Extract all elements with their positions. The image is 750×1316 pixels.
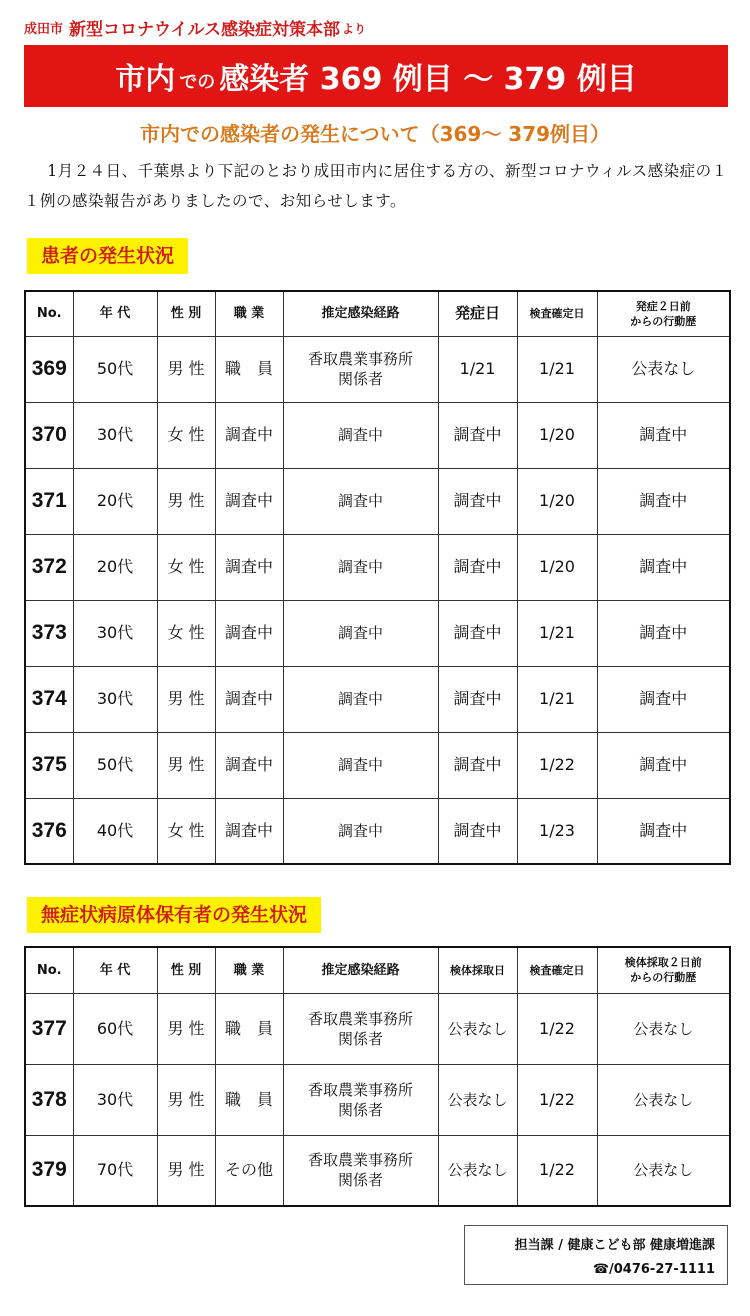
confirmed-cell: 1/21 bbox=[517, 336, 597, 402]
case-number: 374 bbox=[25, 666, 73, 732]
header-history-line1: 発症２日前 bbox=[635, 299, 691, 313]
sex-cell: 女 性 bbox=[157, 600, 215, 666]
confirmed-cell: 1/20 bbox=[517, 534, 597, 600]
confirmed-cell: 1/21 bbox=[517, 666, 597, 732]
header-job: 職 業 bbox=[215, 947, 283, 993]
age-cell: 30代 bbox=[73, 402, 157, 468]
age-cell: 70代 bbox=[73, 1135, 157, 1206]
history-cell: 調査中 bbox=[597, 600, 730, 666]
case-number: 377 bbox=[25, 993, 73, 1064]
source-line bbox=[24, 8, 366, 40]
age-cell: 30代 bbox=[73, 600, 157, 666]
onset-cell: 調査中 bbox=[438, 468, 517, 534]
source-office: 新型コロナウイルス感染症対策本部 bbox=[69, 20, 340, 40]
headline-banner bbox=[24, 45, 728, 107]
header-onset: 発症日 bbox=[438, 291, 517, 336]
header-history-line2: からの行動歴 bbox=[630, 314, 697, 328]
case-number: 373 bbox=[25, 600, 73, 666]
history-cell: 調査中 bbox=[597, 402, 730, 468]
route-line1: 香取農業事務所 bbox=[307, 1009, 413, 1028]
age-cell: 50代 bbox=[73, 336, 157, 402]
table-row bbox=[25, 1135, 730, 1206]
sampled-cell: 公表なし bbox=[438, 1135, 517, 1206]
route-cell: 調査中 bbox=[283, 534, 438, 600]
case-number: 378 bbox=[25, 1064, 73, 1135]
sampled-cell: 公表なし bbox=[438, 1064, 517, 1135]
onset-cell: 調査中 bbox=[438, 732, 517, 798]
table-row bbox=[25, 600, 730, 666]
carriers-table bbox=[24, 946, 731, 1207]
header-confirmed: 検査確定日 bbox=[517, 947, 597, 993]
table-header-row bbox=[25, 947, 730, 993]
header-no: No. bbox=[25, 291, 73, 336]
history-cell: 公表なし bbox=[597, 336, 730, 402]
sex-cell: 女 性 bbox=[157, 534, 215, 600]
contact-phone: ☎/0476-27-1111 bbox=[592, 1262, 715, 1277]
case-number: 370 bbox=[25, 402, 73, 468]
history-cell: 公表なし bbox=[597, 1135, 730, 1206]
table-row bbox=[25, 1064, 730, 1135]
age-cell: 40代 bbox=[73, 798, 157, 864]
job-cell: 職 員 bbox=[215, 336, 283, 402]
history-cell: 調査中 bbox=[597, 666, 730, 732]
header-history bbox=[597, 291, 730, 336]
header-age: 年 代 bbox=[73, 291, 157, 336]
confirmed-cell: 1/22 bbox=[517, 1135, 597, 1206]
onset-cell: 調査中 bbox=[438, 666, 517, 732]
header-sex: 性 別 bbox=[157, 947, 215, 993]
job-cell: 調査中 bbox=[215, 732, 283, 798]
confirmed-cell: 1/21 bbox=[517, 600, 597, 666]
history-cell: 公表なし bbox=[597, 993, 730, 1064]
table-row bbox=[25, 993, 730, 1064]
contact-department: 担当課 / 健康こども部 健康増進課 bbox=[514, 1238, 715, 1253]
header-sex: 性 別 bbox=[157, 291, 215, 336]
route-cell bbox=[283, 993, 438, 1064]
route-cell bbox=[283, 336, 438, 402]
sex-cell: 男 性 bbox=[157, 468, 215, 534]
job-cell: 調査中 bbox=[215, 468, 283, 534]
job-cell: その他 bbox=[215, 1135, 283, 1206]
age-cell: 60代 bbox=[73, 993, 157, 1064]
header-age: 年 代 bbox=[73, 947, 157, 993]
route-line2: 関係者 bbox=[337, 1171, 383, 1190]
route-cell bbox=[283, 1064, 438, 1135]
header-history-line2: からの行動歴 bbox=[630, 971, 697, 985]
sex-cell: 男 性 bbox=[157, 993, 215, 1064]
route-cell: 調査中 bbox=[283, 600, 438, 666]
carriers-section-label: 無症状病原体保有者の発生状況 bbox=[27, 897, 321, 933]
route-line1: 香取農業事務所 bbox=[307, 1151, 413, 1170]
table-row bbox=[25, 468, 730, 534]
confirmed-cell: 1/22 bbox=[517, 993, 597, 1064]
banner-city: 市内 bbox=[115, 62, 176, 97]
confirmed-cell: 1/22 bbox=[517, 732, 597, 798]
job-cell: 調査中 bbox=[215, 402, 283, 468]
onset-cell: 調査中 bbox=[438, 534, 517, 600]
history-cell: 調査中 bbox=[597, 534, 730, 600]
case-number: 372 bbox=[25, 534, 73, 600]
route-cell: 調査中 bbox=[283, 666, 438, 732]
age-cell: 20代 bbox=[73, 468, 157, 534]
age-cell: 50代 bbox=[73, 732, 157, 798]
header-sampled: 検体採取日 bbox=[438, 947, 517, 993]
table-row bbox=[25, 732, 730, 798]
onset-cell: 1/21 bbox=[438, 336, 517, 402]
route-line2: 関係者 bbox=[337, 370, 383, 388]
header-route: 推定感染経路 bbox=[283, 947, 438, 993]
job-cell: 調査中 bbox=[215, 534, 283, 600]
source-city: 成田市 bbox=[24, 22, 64, 37]
header-confirmed: 検査確定日 bbox=[517, 291, 597, 336]
job-cell: 調査中 bbox=[215, 600, 283, 666]
route-line1: 香取農業事務所 bbox=[307, 350, 413, 368]
route-cell: 調査中 bbox=[283, 402, 438, 468]
table-row bbox=[25, 402, 730, 468]
job-cell: 調査中 bbox=[215, 798, 283, 864]
sex-cell: 男 性 bbox=[157, 1135, 215, 1206]
history-cell: 調査中 bbox=[597, 798, 730, 864]
sex-cell: 女 性 bbox=[157, 798, 215, 864]
contact-box bbox=[464, 1225, 728, 1285]
sampled-cell: 公表なし bbox=[438, 993, 517, 1064]
route-cell: 調査中 bbox=[283, 798, 438, 864]
table-header-row bbox=[25, 291, 730, 336]
banner-range: 感染者 369 例目 ～ 379 例目 bbox=[219, 62, 637, 97]
onset-cell: 調査中 bbox=[438, 600, 517, 666]
banner-particle: での bbox=[179, 72, 216, 93]
source-suffix: より bbox=[342, 22, 367, 36]
table-row bbox=[25, 798, 730, 864]
job-cell: 職 員 bbox=[215, 993, 283, 1064]
age-cell: 30代 bbox=[73, 666, 157, 732]
history-cell: 調査中 bbox=[597, 468, 730, 534]
patients-section-label: 患者の発生状況 bbox=[27, 238, 188, 274]
route-line1: 香取農業事務所 bbox=[307, 1080, 413, 1099]
table-row bbox=[25, 336, 730, 402]
history-cell: 調査中 bbox=[597, 732, 730, 798]
job-cell: 職 員 bbox=[215, 1064, 283, 1135]
header-history bbox=[597, 947, 730, 993]
table-row bbox=[25, 666, 730, 732]
page-subtitle: 市内での感染者の発生について（369～ 379例目） bbox=[139, 122, 611, 146]
table-row bbox=[25, 534, 730, 600]
age-cell: 30代 bbox=[73, 1064, 157, 1135]
route-line2: 関係者 bbox=[337, 1100, 383, 1119]
case-number: 369 bbox=[25, 336, 73, 402]
header-no: No. bbox=[25, 947, 73, 993]
onset-cell: 調査中 bbox=[438, 402, 517, 468]
confirmed-cell: 1/20 bbox=[517, 468, 597, 534]
case-number: 376 bbox=[25, 798, 73, 864]
sex-cell: 女 性 bbox=[157, 402, 215, 468]
confirmed-cell: 1/20 bbox=[517, 402, 597, 468]
header-route: 推定感染経路 bbox=[283, 291, 438, 336]
route-line2: 関係者 bbox=[337, 1029, 383, 1048]
history-cell: 公表なし bbox=[597, 1064, 730, 1135]
onset-cell: 調査中 bbox=[438, 798, 517, 864]
case-number: 379 bbox=[25, 1135, 73, 1206]
route-cell bbox=[283, 1135, 438, 1206]
sex-cell: 男 性 bbox=[157, 336, 215, 402]
header-history-line1: 検体採取２日前 bbox=[624, 956, 702, 970]
sex-cell: 男 性 bbox=[157, 732, 215, 798]
patients-table bbox=[24, 290, 731, 865]
sex-cell: 男 性 bbox=[157, 666, 215, 732]
intro-paragraph: 1月２４日、千葉県より下記のとおり成田市内に居住する方の、新型コロナウィルス感染症の１１例の感染報告がありましたので、お知らせします。 bbox=[24, 162, 728, 210]
age-cell: 20代 bbox=[73, 534, 157, 600]
case-number: 371 bbox=[25, 468, 73, 534]
sex-cell: 男 性 bbox=[157, 1064, 215, 1135]
case-number: 375 bbox=[25, 732, 73, 798]
route-cell: 調査中 bbox=[283, 468, 438, 534]
confirmed-cell: 1/23 bbox=[517, 798, 597, 864]
route-cell: 調査中 bbox=[283, 732, 438, 798]
header-job: 職 業 bbox=[215, 291, 283, 336]
confirmed-cell: 1/22 bbox=[517, 1064, 597, 1135]
job-cell: 調査中 bbox=[215, 666, 283, 732]
